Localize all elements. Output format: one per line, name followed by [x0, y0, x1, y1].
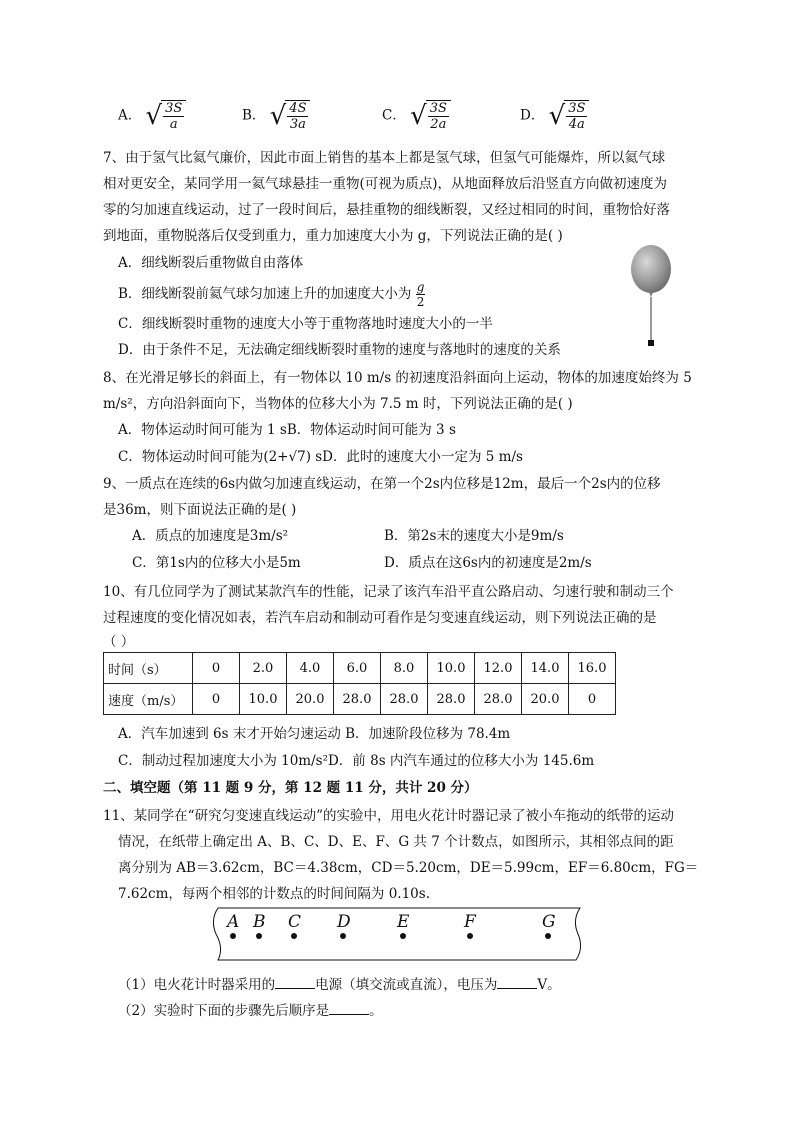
table-cell: 0: [569, 684, 616, 715]
option-text: B．细线断裂前氦气球匀加速上升的加速度大小为: [118, 286, 412, 302]
tape-point-c: [291, 933, 297, 939]
option-label: C．: [382, 107, 406, 124]
table-row-time: [104, 653, 616, 684]
q7-line-3: 零的匀加速直线运动，过了一段时间后，悬挂重物的细线断裂，又经过相同的时间，重物恰好落: [103, 202, 670, 218]
tape-label-c: C: [288, 912, 302, 932]
q7-option-c: C．细线断裂时重物的速度大小等于重物落地时速度大小的一半: [118, 316, 493, 332]
tape-point-d: [340, 933, 346, 939]
q11-line-1: 11、某同学在“研究匀变速直线运动”的实验中，用电火花计时器记录了被小车拖动的纸带的运动: [103, 808, 674, 824]
table-header-time: 时间（s）: [104, 653, 193, 684]
tape-point-b: [256, 933, 262, 939]
q7-option-b: [118, 280, 425, 309]
q8-option-ab: A．物体运动时间可能为 1 sB．物体运动时间可能为 3 s: [118, 422, 456, 438]
fraction-numerator: 3S: [568, 101, 586, 116]
q10-line-2: 过程速度的变化情况如表，若汽车启动和制动可看作是匀变速直线运动，则下列说法正确的是: [103, 610, 657, 626]
table-cell: 28.0: [334, 684, 381, 715]
tape-point-f: [467, 933, 473, 939]
q6-option-c: C． √ $\frac{3S}{2a}$: [382, 100, 451, 132]
balloon-icon: [631, 245, 671, 293]
q10-option-cd: C．制动过程加速度大小为 10m/s²D．前 8s 内汽车通过的位移大小为 145.6m: [118, 753, 595, 769]
tape-point-a: [230, 933, 236, 939]
sub-question-text: 电源（填交流或直流），电压为: [315, 977, 498, 993]
q7-line-4: 到地面，重物脱落后仅受到重力，重力加速度大小为 g，下列说法正确的是( ): [103, 228, 563, 244]
q8-line-2: m/s²，方向沿斜面向下，当物体的位移大小为 7.5 m 时，下列说法正确的是( ): [103, 396, 573, 412]
table-cell: 0: [193, 684, 240, 715]
q6-option-b: B． √ $\frac{4S}{3a}$: [242, 100, 310, 132]
sub-question-text: （2）实验时下面的步骤先后顺序是: [118, 1003, 330, 1019]
q7-line-2: 相对更安全，某同学用一氦气球悬挂一重物(可视为质点)，从地面释放后沿竖直方向做初速度为: [103, 176, 668, 192]
q10-line-3: （ ）: [103, 634, 135, 650]
sub-question-text: （1）电火花计时器采用的: [118, 977, 276, 993]
fraction-denominator: 2a: [430, 117, 447, 132]
q11-sub-2: [118, 1000, 383, 1021]
q11-line-3: 离分别为 AB＝3.62cm，BC＝4.38cm，CD＝5.20cm，DE＝5.99cm，EF＝6.80cm，FG＝: [118, 860, 699, 876]
tape-label-d: D: [337, 912, 351, 932]
q9-line-1: 9、一质点在连续的6s内做匀加速直线运动，在第一个2s内位移是12m，最后一个2s内的位移: [103, 476, 661, 492]
tape-point-g: [545, 933, 551, 939]
option-label: A．: [118, 107, 142, 124]
speed-table: [103, 652, 616, 715]
table-cell: 4.0: [287, 653, 334, 684]
q9-line-2: 是36m，则下面说法正确的是( ): [103, 502, 297, 518]
sub-question-text: V。: [537, 977, 561, 993]
sub-question-text: 。: [369, 1003, 383, 1019]
tape-point-e: [400, 933, 406, 939]
q9-option-a: A．质点的加速度是3m/s²: [132, 528, 289, 544]
table-header-speed: 速度（m/s）: [104, 684, 193, 715]
table-cell: 14.0: [522, 653, 569, 684]
fraction-denominator: 4a: [568, 117, 585, 132]
q7-option-d: D．由于条件不足，无法确定细线断裂时重物的速度与落地时的速度的关系: [118, 342, 561, 358]
table-cell: 28.0: [428, 684, 475, 715]
answer-blank-order[interactable]: [329, 1000, 369, 1015]
q8-option-cd: C．物体运动时间可能为(2+√7) sD．此时的速度大小一定为 5 m/s: [118, 449, 523, 465]
table-cell: 28.0: [381, 684, 428, 715]
q11-line-4: 7.62cm，每两个相邻的计数点的时间间隔为 0.10s.: [118, 886, 430, 902]
fraction-denominator: 3a: [289, 117, 306, 132]
q6-option-d: D． √ $\frac{3S}{4a}$: [520, 100, 589, 132]
q7-line-1: 7、由于氢气比氦气廉价，因此市面上销售的基本上都是氢气球，但氢气可能爆炸，所以氦气球: [103, 150, 666, 166]
option-label: B．: [242, 107, 266, 124]
answer-blank-voltage[interactable]: [497, 974, 537, 989]
fraction-numerator: g: [416, 280, 425, 294]
q10-option-ab: A．汽车加速到 6s 末才开始匀速运动 B．加速阶段位移为 78.4m: [118, 726, 511, 742]
table-cell: 6.0: [334, 653, 381, 684]
table-cell: 8.0: [381, 653, 428, 684]
q6-option-a: A． √ $\frac{3S}{a}$: [118, 100, 186, 132]
table-cell: 20.0: [522, 684, 569, 715]
fraction-denominator: 2: [416, 295, 425, 309]
tape-label-f: F: [464, 912, 476, 932]
table-cell: 2.0: [240, 653, 287, 684]
fraction-numerator: 3S: [165, 101, 183, 116]
paper-tape-figure: [210, 906, 586, 962]
weight-block: [648, 340, 654, 346]
table-cell: 10.0: [240, 684, 287, 715]
q8-line-1: 8、在光滑足够长的斜面上，有一物体以 10 m/s 的初速度沿斜面向上运动，物体的加速度始终为 5: [103, 370, 692, 386]
table-cell: 20.0: [287, 684, 334, 715]
q11-sub-1: [118, 974, 561, 995]
fraction-numerator: 3S: [429, 101, 447, 116]
q9-option-d: D．质点在这6s内的初速度是2m/s: [384, 555, 592, 571]
tape-label-g: G: [542, 912, 556, 932]
q11-line-2: 情况，在纸带上确定出 A、B、C、D、E、F、G 共 7 个计数点，如图所示，其相邻点间的距: [118, 834, 674, 850]
answer-blank-power[interactable]: [275, 974, 315, 989]
table-row-speed: [104, 684, 616, 715]
table-cell: 16.0: [569, 653, 616, 684]
q9-option-b: B．第2s末的速度大小是9m/s: [384, 528, 564, 544]
table-cell: 28.0: [475, 684, 522, 715]
tape-label-e: E: [397, 912, 410, 932]
table-cell: 12.0: [475, 653, 522, 684]
option-label: D．: [520, 107, 545, 124]
q7-option-a: A．细线断裂后重物做自由落体: [118, 255, 304, 271]
table-cell: 0: [193, 653, 240, 684]
q9-option-c: C．第1s内的位移大小是5m: [132, 555, 301, 571]
tape-label-a: A: [227, 912, 240, 932]
fraction-denominator: a: [169, 117, 178, 132]
tape-label-b: B: [253, 912, 266, 932]
balloon-figure: [626, 243, 678, 348]
q10-line-1: 10、有几位同学为了测试某款汽车的性能，记录了该汽车沿平直公路启动、匀速行驶和制动三个: [103, 584, 674, 600]
fraction-numerator: 4S: [289, 101, 307, 116]
table-cell: 10.0: [428, 653, 475, 684]
section-title: 二、填空题（第 11 题 9 分，第 12 题 11 分，共计 20 分）: [103, 780, 478, 796]
